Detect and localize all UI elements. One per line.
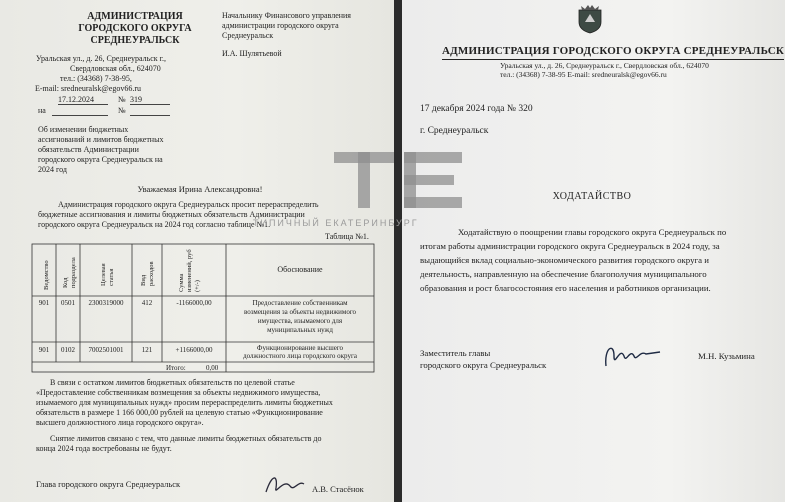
address-line: E-mail: sredneuralsk@egov66.ru (35, 84, 142, 93)
addressee-line: администрации городского округа (222, 21, 339, 30)
closing-line: обязательств в размере 1 166 000,00 рублей на целевую статью «Функционирование (36, 408, 323, 417)
total-value: 0,00 (206, 364, 219, 372)
org-title: АДМИНИСТРАЦИЯ ГОРОДСКОГО ОКРУГА СРЕДНЕУРАЛЬСК (442, 46, 784, 60)
org-line-3: СРЕДНЕУРАЛЬСК (90, 35, 180, 46)
body-line: образования и рост благосостояния его населения и работников организации. (420, 283, 711, 293)
signer-name: А.В. Стасёнок (312, 484, 364, 494)
total-label: Итого: (166, 364, 186, 372)
subject-line: 2024 год (38, 165, 67, 174)
closing-line: Снятие лимитов связано с тем, что данные лимиты бюджетных обязательств до (50, 434, 322, 443)
signature-kuzmina (600, 338, 666, 374)
table-cell: возмещения за объекты недвижимого (243, 308, 357, 316)
on-prefix: на (38, 106, 46, 115)
watermark-caption: ТИПИЧНЫЙ ЕКАТЕРИНБУРГ (253, 218, 419, 228)
signature-stasenok (262, 472, 308, 498)
table-cell: 901 (38, 346, 50, 354)
table-cell: 0102 (61, 346, 75, 354)
closing-line: В связи с остатком лимитов бюджетных обязательств по целевой статье (50, 378, 295, 387)
subject-line: обязательств Администрации (38, 145, 139, 154)
table-cell: -1166000,00 (176, 299, 212, 307)
body-line: итогам работы администрации городского округа Среднеуральск в 2024 году, за (420, 241, 720, 251)
table-cell: 0501 (61, 299, 75, 307)
table-cell: 901 (38, 299, 50, 307)
table-cell: должностного лица городского округа (243, 352, 357, 360)
petition-320 (402, 0, 785, 502)
table-cell: 7002501001 (88, 346, 124, 354)
subject-line: Об изменении бюджетных (38, 125, 129, 134)
addressee-line: И.А. Шулятьевой (222, 49, 282, 58)
body-line: выдающийся вклад социально-экономического развития городского округа и (420, 255, 709, 265)
addressee-line: Среднеуральск (222, 31, 274, 40)
subject-line: городского округа Среднеуральск на (38, 155, 163, 164)
table-caption: Таблица №1. (325, 232, 369, 241)
table-cell: 121 (141, 346, 153, 354)
org-line-1: АДМИНИСТРАЦИЯ (87, 11, 183, 22)
watermark-logo (334, 150, 464, 210)
body-line: Администрация городского округа Среднеуральск просит перераспределить (58, 200, 319, 209)
table-cell: +1166000,00 (175, 346, 213, 354)
letter-date: 17.12.2024 (58, 96, 108, 105)
coat-of-arms-icon (576, 2, 604, 34)
letter-number: 319 (130, 96, 170, 105)
closing-line: высшего должностного лица городского округа». (36, 418, 204, 427)
body-line: городского округа Среднеуральск на 2024 год согласно таблице №1. (38, 220, 271, 229)
org-line-2: ГОРОДСКОГО ОКРУГА (78, 23, 192, 34)
closing-line: изымаемого для муниципальных нужд» просим перераспределить лимиты бюджетных (36, 398, 333, 407)
date-number: 17 декабря 2024 года № 320 (420, 104, 533, 114)
closing-line: «Предоставление собственникам возмещения за объекты недвижимого имущества, (36, 388, 321, 397)
address-line: тел.: (34368) 7-38-95, (60, 74, 132, 83)
document-title: ХОДАТАЙСТВО (552, 191, 632, 202)
body-line: Ходатайствую о поощрении главы городского округа Среднеуральск по (458, 227, 727, 237)
table-cell: 2300319000 (88, 299, 124, 307)
table-cell: муниципальных нужд (267, 326, 333, 334)
signer-title: Заместитель главы (420, 348, 491, 358)
th-target-article: Целевая статья (100, 263, 115, 286)
address-line: Уральская ул., д. 26, Среднеуральск г., (36, 54, 167, 63)
closing-line: конца 2024 года востребованы не будут. (36, 444, 172, 453)
city: г. Среднеуральск (420, 126, 489, 136)
signer-name: М.Н. Кузьмина (698, 351, 755, 361)
on-number-prefix: № (118, 106, 126, 115)
table-cell: 412 (141, 299, 153, 307)
subject-line: ассигнований и лимитов бюджетных (38, 135, 164, 144)
th-justification: Обоснование (277, 265, 323, 274)
signer-title: Глава городского округа Среднеуральск (36, 479, 181, 489)
greeting: Уважаемая Ирина Александровна! (137, 184, 263, 194)
body-line: бюджетные ассигнования и лимиты бюджетных обязательств Администрации (38, 210, 305, 219)
address-line: Уральская ул., д. 26, Среднеуральск г., Свердловская обл., 624070 (500, 61, 709, 70)
th-change-sum: Сумма изменений, руб (+/-) (178, 249, 201, 292)
addressee-line: Начальнику Финансового управления (222, 11, 351, 20)
address-line: тел.: (34368) 7-38-95 E-mail: sredneuralsk@egov66.ru (500, 70, 667, 79)
th-subsection: Код подраздела (62, 257, 77, 288)
table-cell: имущества, изымаемого для (257, 317, 343, 325)
number-prefix: № (118, 95, 126, 104)
table-cell: Предоставление собственникам (252, 299, 348, 307)
table-cell: Функционирование высшего (256, 344, 344, 352)
signer-title: городского округа Среднеуральск (420, 360, 547, 370)
th-department: Ведомство (43, 260, 50, 290)
body-line: деятельность, направленную на обеспечение благополучия муниципального (420, 269, 707, 279)
address-line: Свердловская обл., 624070 (70, 64, 161, 73)
th-expense-type: Вид расходов (140, 261, 155, 286)
